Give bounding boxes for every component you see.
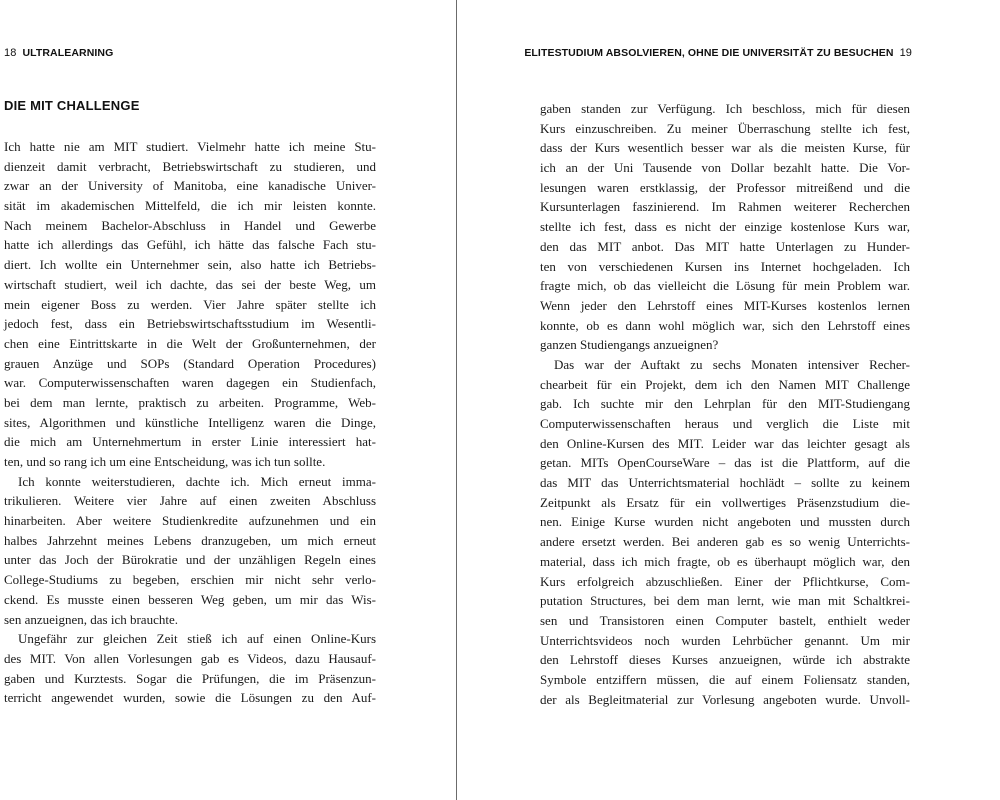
text-line: ckend. Es musste einen besseren Weg geben, um mir das Wis- bbox=[4, 591, 376, 607]
text-line: Ich hatte nie am MIT studiert. Vielmehr hatte ich meine Stu- bbox=[4, 139, 376, 154]
text-line: Zeitpunkt als Ersatz für ein vollwertiges Präsenzstudium die- bbox=[540, 494, 910, 510]
text-line: dass der Kurs wesentlich besser war als die meisten Kurse, für bbox=[540, 140, 910, 156]
text-line: den Online-Kursen des MIT. Leider war das leichter gesagt als bbox=[540, 435, 910, 451]
text-line: unter das Joch der Bürokratie und der unzähligen Regeln eines bbox=[4, 552, 376, 568]
text-line: jedoch fest, dass ein Betriebswirtschaftsstudium im Wesentli- bbox=[4, 316, 376, 332]
text-line: Wenn jeder den Lehrstoff eines MIT-Kurses kostenlos lernen bbox=[540, 297, 910, 313]
text-line: Kursunterlagen faszinierend. Im Rahmen weiterer Recherchen bbox=[540, 199, 910, 215]
text-line: Nach meinem Bachelor-Abschluss in Handel und Gewerbe bbox=[4, 217, 376, 233]
text-line: den das MIT anbot. Das MIT hatte Unterlagen zu Hunder- bbox=[540, 238, 910, 254]
text-line: gaben standen zur Verfügung. Ich beschloss, mich für diesen bbox=[540, 101, 910, 116]
text-line: lesungen waren erstklassig, der Professor mitreißend und die bbox=[540, 179, 910, 195]
text-line: Symbole entziffern müssen, die auf einem Foliensatz standen, bbox=[540, 671, 910, 687]
text-line: wirtschaft studiert, weil ich dachte, das sei der beste Weg, um bbox=[4, 276, 376, 292]
running-head-right bbox=[524, 47, 912, 59]
right-page bbox=[458, 0, 1000, 800]
text-line: putation Structures, bei dem man lernt, wie man mit Schaltkrei- bbox=[540, 593, 910, 609]
text-line: mein eigener Boss zu werden. Vier Jahre später stellte ich bbox=[4, 296, 376, 312]
text-line: sen und Transistoren einen Computer bastelt, enthielt weder bbox=[540, 612, 910, 628]
text-line: hinarbeiten. Aber weitere Studienkredite aufzunehmen und ein bbox=[4, 513, 376, 529]
text-line: zwar an der University of Manitoba, eine kanadische Univer- bbox=[4, 178, 376, 194]
text-line: des MIT. Von allen Vorlesungen gab es Videos, dazu Hausauf- bbox=[4, 650, 376, 666]
text-line: material, dass ich mich fragte, ob es überhaupt möglich war, den bbox=[540, 553, 910, 569]
text-line: ten von verschiedenen Kursen ins Internet hochgeladen. Ich bbox=[540, 258, 910, 274]
text-line: getan. MITs OpenCourseWare – das ist die Plattform, auf die bbox=[540, 455, 910, 471]
text-line: fragte mich, ob das vielleicht die Lösung für mein Problem war. bbox=[540, 278, 910, 294]
text-line: Ungefähr zur gleichen Zeit stieß ich auf einen Online-Kurs bbox=[18, 631, 376, 647]
text-line: ganzen Studiengangs anzueignen? bbox=[540, 337, 719, 353]
text-line: bei dem man lernte, praktisch zu arbeiten. Programme, Web- bbox=[4, 394, 376, 410]
text-line: Das war der Auftakt zu sechs Monaten intensiver Recher- bbox=[554, 356, 910, 372]
text-line: College-Studiums zu begeben, erschien mir nicht sehr verlo- bbox=[4, 572, 376, 588]
text-line: Kurs erfolgreich abzuschließen. Einer der Pflichtkurse, Com- bbox=[540, 573, 910, 589]
text-line: sites, Algorithmen und künstliche Intelligenz waren die Dinge, bbox=[4, 414, 376, 430]
text-line: nen. Einige Kurse wurden nicht angeboten und mussten durch bbox=[540, 514, 910, 530]
left-body-text bbox=[4, 137, 376, 708]
text-line: grauen Anzüge und SOPs (Standard Operation Procedures) bbox=[4, 355, 376, 371]
page-number-right: 19 bbox=[899, 47, 912, 59]
text-line: ich an der Uni Tausende von Dollar bezahlt hatte. Die Vor- bbox=[540, 160, 910, 176]
text-line: sität im akademischen Mittelfeld, die ich mir leisten konnte. bbox=[4, 198, 376, 214]
text-line: chen eine Eintrittskarte in die Welt der Großunternehmen, der bbox=[4, 335, 376, 351]
text-line: Unterrichtsvideos noch wurden Lehrbücher genannt. Um mir bbox=[540, 632, 910, 648]
text-line: Ich konnte weiterstudieren, dachte ich. Mich erneut imma- bbox=[18, 473, 376, 489]
text-line: den Lehrstoff dieses Kurses anzueignen, würde ich abstrakte bbox=[540, 652, 910, 668]
text-line: hatte ich allerdings das Gefühl, ich hätte das falsche Fach stu- bbox=[4, 237, 376, 253]
text-line: terricht angewendet wurden, sowie die Lösungen zu den Auf- bbox=[4, 690, 376, 706]
text-line: war. Computerwissenschaften waren dagegen ein Studienfach, bbox=[4, 375, 376, 391]
left-page bbox=[0, 0, 456, 800]
section-heading: DIE MIT CHALLENGE bbox=[4, 98, 140, 113]
text-line: das MIT das Unterrichtsmaterial hochlädt – sollte zu keinem bbox=[540, 475, 910, 491]
text-line: andere ersetzt werden. Bei anderen gab es so wenig Unterrichts- bbox=[540, 534, 910, 550]
chapter-title: ELITESTUDIUM ABSOLVIEREN, OHNE DIE UNIVERSITÄT ZU BESUCHEN bbox=[524, 47, 894, 59]
text-line: gab. Ich suchte mir den Lehrplan für den MIT-Studiengang bbox=[540, 396, 910, 412]
page-gutter-divider bbox=[456, 0, 457, 800]
text-line: der als Begleitmaterial zur Vorlesung angeboten wurde. Unvoll- bbox=[540, 691, 910, 707]
book-title: ULTRALEARNING bbox=[22, 47, 114, 59]
page-number-left: 18 bbox=[4, 47, 17, 59]
text-line: trikulieren. Weitere vier Jahre auf einen zweiten Abschluss bbox=[4, 493, 376, 509]
running-head-left bbox=[4, 47, 113, 59]
text-line: halbes Jahrzehnt meines Lebens dranzugeben, um mich erneut bbox=[4, 532, 376, 548]
text-line: konnte, ob es dann wohl möglich war, sich den Lehrstoff eines bbox=[540, 317, 910, 333]
text-line: diert. Ich wollte ein Unternehmer sein, also hatte ich Betriebs- bbox=[4, 257, 376, 273]
text-line: sen anzueignen, das ich brauchte. bbox=[4, 611, 178, 627]
text-line: gaben und Kurztests. Sogar die Prüfungen, die im Präsenzun- bbox=[4, 670, 376, 686]
text-line: ten, und so rang ich um eine Entscheidung, was ich tun sollte. bbox=[4, 454, 326, 469]
text-line: chearbeit für ein Projekt, dem ich den Namen MIT Challenge bbox=[540, 376, 910, 392]
right-body-text bbox=[540, 99, 910, 709]
text-line: die mich am Unternehmertum in erster Linie interessiert hat- bbox=[4, 434, 376, 450]
text-line: Kurs einzuschreiben. Zu meiner Überraschung stellte ich fest, bbox=[540, 120, 910, 136]
text-line: Computerwissenschaften heraus und verglich die Liste mit bbox=[540, 416, 910, 431]
text-line: stellte ich fest, dass es nicht der einzige kostenlose Kurs war, bbox=[540, 219, 910, 235]
text-line: dienzeit damit verbracht, Betriebswirtschaft zu studieren, und bbox=[4, 158, 376, 174]
